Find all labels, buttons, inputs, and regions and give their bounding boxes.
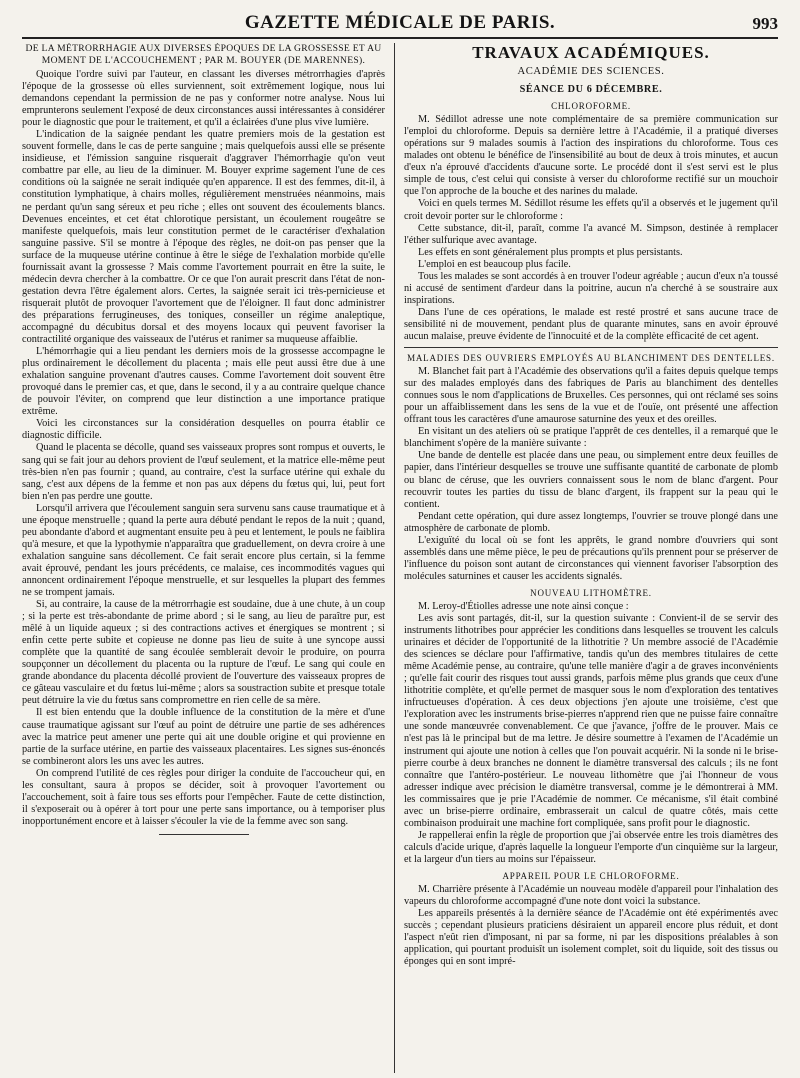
- topic-heading: APPAREIL POUR LE CHLOROFORME.: [502, 871, 680, 881]
- paragraph: Il est bien entendu que la double influence de la constitution de la mère et d'une cause traumatique agissant sur l'œuf au point de détruire une partie de ses adhérences avec la matrice peut amener une perte qui ait une double origine et qui provienne en partie de la surface utérine, en partie des vaisseaux placentaires. Les signes sus-énoncés se combineront alors les uns avec les autres.: [22, 707, 385, 767]
- paragraph: Lorsqu'il arrivera que l'écoulement sanguin sera survenu sans cause traumatique et à une époque menstruelle ; quand la perte aura débuté pendant le repos de la nuit ; quand, peu abondante d'abord et augmentant ensuite peu à peu et lentement, le pouls ne faiblira qu'à mesure, et que la lypothymie n'apparaîtra que graduellement, on devra croire à une exhalation sanguine sans décollement. Ce fait serait encore plus certain, si la femme avait éprouvé, pendant les jours précédents, ce malaise, ces incommodités vagues qui annoncent ordinairement l'époque menstruelle, et sur lesquelles la plupart des femmes ne se trompent jamais.: [22, 502, 385, 599]
- paragraph: Une bande de dentelle est placée dans une peau, ou simplement entre deux feuilles de papier, dans l'intérieur desquelles se trouve une suffisante quantité de carbonate de plomb ou blanc de céruse, que les ouvriers connaissent sous le nom de blanc d'argent. Pour recouvrir toutes les parties du tissu de blanc d'argent, ils frappent sur la peau qui le contient.: [404, 450, 778, 510]
- topic-heading: CHLOROFORME.: [551, 101, 631, 112]
- paragraph: Pendant cette opération, qui dure assez longtemps, l'ouvrier se trouve plongé dans une atmosphère de carbonate de plomb.: [404, 510, 778, 534]
- page-number: 993: [752, 14, 778, 33]
- paragraph: L'hémorrhagie qui a lieu pendant les derniers mois de la grossesse accompagne le plus ordinairement le décollement du placenta ; mais elle peut aussi être due à une exhalation sanguine provenant d'autres causes. Comme l'avortement doit souvent être provoqué dans le premier cas, et que, dans le second, il y a au contraire quelque chance de pouvoir l'éviter, on comprend que leur distinction a une importance pratique extrême.: [22, 346, 385, 418]
- article-title: DE LA MÉTRORRHAGIE AUX DIVERSES ÉPOQUES DE LA GROSSESSE ET AU MOMENT DE L'ACCOUCHEMENT ; PAR M. BOUYER (DE MARENNES).: [25, 43, 382, 66]
- running-header: [22, 12, 778, 39]
- paragraph: Les effets en sont généralement plus prompts et plus persistants.: [418, 246, 683, 258]
- section-title: TRAVAUX ACADÉMIQUES.: [472, 43, 710, 62]
- paragraph: L'emploi en est beaucoup plus facile.: [418, 258, 571, 270]
- divider: [404, 347, 778, 348]
- paragraph: L'exiguïté du local où se font les apprêts, le grand nombre d'ouvriers qui sont assemblés dans une même pièce, le peu de précautions qu'ils prennent pour se préserver de l'influence du poison sont autant de circonstances qui viennent favoriser l'absorption des molécules saturnines et causer les accidents signalés.: [404, 534, 778, 582]
- paragraph: Je rappellerai enfin la règle de proportion que j'ai observée entre les trois diamètres des calculs d'acide urique, d'après laquelle la longueur l'emporte d'un cinquième sur la largeur, et la largeur d'un tiers au moins sur l'épaisseur.: [404, 829, 778, 865]
- paragraph: M. Sédillot adresse une note complémentaire de sa première communication sur l'emploi du chloroforme. Depuis sa dernière lettre à l'Académie, il a pratiqué diverses opérations sur 9 malades soumis à l'action des inspirations du chloroforme. Tous ces malades ont obtenu le bénéfice de l'insensibilité au bout de deux à trois minutes, et aucun d'eux n'a éprouvé d'accidents d'aucune sorte. Le procédé dont il s'est servi est le plus simple de tous, c'est celui qui consiste à verser du chloroforme rectifié sur un mouchoir que l'on approche de la bouche et des narines du malade.: [404, 114, 778, 198]
- paragraph: Quoique l'ordre suivi par l'auteur, en classant les diverses métrorrhagies d'après l'époque de la grossesse où elles surviennent, soit extrêmement logique, nous lui demandons cependant la permission de ne pas y conformer notre analyse. Nous lui emprunterons seulement l'exposé de deux circonstances aussi intéressantes à considérer pour le diagnostic que pour le traitement, et qu'il a éclairées d'une plus vive lumière.: [22, 69, 385, 129]
- paragraph: M. Blanchet fait part à l'Académie des observations qu'il a faites depuis quelque temps sur des malades employés dans des fabriques de Paris au blanchiment des dentelles connues sous le nom d'applications de Bruxelles. Ces personnes, qui ont réclamé ses soins pour un affaiblissement dans les sens de la vue et de l'ouïe, ont présenté une affection offrant tous les caractères d'une amaurose saturnine des yeux et des oreilles.: [404, 366, 778, 426]
- paragraph: Voici les circonstances sur la considération desquelles on pourra établir ce diagnostic difficile.: [22, 418, 385, 442]
- paragraph: Quand le placenta se décolle, quand ses vaisseaux propres sont rompus et ouverts, le sang qui se fait jour au dehors provient de l'œuf seulement, et la matrice elle-même peut très-bien n'en pas fournir ; quand, au contraire, c'est la surface utérine qui exhale du sang, c'est aux dépens de la femme et non pas aux dépens du fœtus qui, lui, peut fort bien n'en pas perdre une goutte.: [22, 442, 385, 502]
- topic-heading: MALADIES DES OUVRIERS EMPLOYÉS AU BLANCHIMENT DES DENTELLES.: [407, 353, 775, 364]
- paragraph: Cette substance, dit-il, paraît, comme l'a avancé M. Simpson, destinée à remplacer l'éther sulfurique avec avantage.: [404, 222, 778, 246]
- paragraph: En visitant un des ateliers où se pratique l'apprêt de ces dentelles, il a remarqué que le blanchiment s'opère de la manière suivante :: [404, 426, 778, 450]
- paragraph: M. Charrière présente à l'Académie un nouveau modèle d'appareil pour l'inhalation des vapeurs du chloroforme accompagné d'une note dont voici la substance.: [404, 884, 778, 908]
- paragraph: Les appareils présentés à la dernière séance de l'Académie ont été expérimentés avec succès ; cependant plusieurs praticiens désiraient un appareil encore plus réduit, et dont l'aspect n'eût rien d'imposant, ni par sa forme, ni par les dispositions préalables à son application, qui pourtant produisît un isolement complet, soit du liquide, soit des tissus ou éponges qui en sont impré-: [404, 908, 778, 968]
- journal-title: GAZETTE MÉDICALE DE PARIS.: [244, 12, 556, 33]
- academy-name: ACADÉMIE DES SCIENCES.: [517, 66, 665, 77]
- paragraph: On comprend l'utilité de ces règles pour diriger la conduite de l'accoucheur qui, en les consultant, saura à propos se décider, soit à provoquer l'avortement ou l'accouchement, soit à faire tous ses efforts pour l'empêcher. Faute de cette distinction, il s'exposerait ou à opérer à tort pour une perte sans importance, ou à temporiser plus inopportunément encore et à laisser s'écouler la vie de la femme avec son sang.: [22, 767, 385, 827]
- paragraph: Voici en quels termes M. Sédillot résume les effets qu'il a observés et le jugement qu'il croit devoir porter sur le chloroforme :: [404, 198, 778, 222]
- end-rule: [159, 834, 249, 835]
- paragraph: Tous les malades se sont accordés à en trouver l'odeur agréable ; aucun d'eux n'a toussé ni accusé de sentiment d'ardeur dans la poitrine, aucun n'a cherché à se soustraire aux inspirations.: [404, 270, 778, 306]
- paragraph: L'indication de la saignée pendant les quatre premiers mois de la gestation est souvent formelle, dans le cas de perte sanguine ; mais quelquefois aussi elle se présente insidieuse, et l'émission sanguine risquerait d'aggraver l'hémorrhagie qu'on veut combattre par elle, au lieu de la diminuer. M. Bouyer exprime sagement l'une de ces conditions où la saignée ne serait indiquée qu'en apparence. Il est des femmes, dit-il, à constitution lymphatique, à chairs molles, régulièrement menstruées néanmoins, mais ne perdant qu'un sang séreux et peu riche ; elles ont souvent des écoulements blancs. Devenues enceintes, et cet état chlorotique persistant, un écoulement rougeâtre se manifeste quelquefois, mais leur constitution permet de le caractériser d'exhalation sanguine passive. S'il se montre à l'époque des règles, ne doit-on pas penser que la surface de la muqueuse utérine continue à être le siége de l'exhalation morbide qu'elle fournissait avant la grossesse ? Mais comme l'avortement pourrait en être la suite, le médecin devra chercher à la combattre. Or ce que l'on aurait prescrit dans l'état de non-gestation devra l'être également alors. Certes, la saignée serait ici très-pernicieuse et risquerait plutôt de provoquer l'avortement que de l'éloigner. Il faut donc administrer des préparations ferrugineuses, des toniques, conseiller un régime analeptique, accompagné du décubitus dorsal et des moyens locaux qui peuvent favoriser la contractilité organique des vaisseaux de l'utérus et ranimer sa muqueuse affaiblie.: [22, 129, 385, 346]
- columns: [22, 43, 778, 1073]
- topic-heading: NOUVEAU LITHOMÈTRE.: [530, 587, 652, 598]
- right-column: [394, 43, 778, 1073]
- session-date: SÉANCE DU 6 DÉCEMBRE.: [519, 84, 663, 96]
- left-column: [22, 43, 394, 1073]
- paragraph: Si, au contraire, la cause de la métrorrhagie est soudaine, due à une chute, à un coup ; si la perte est très-abondante de prime abord ; si le sang, au lieu de paraître pur, est mêlé à un liquide aqueux ; si des contractions actives et énergiques se montrent ; si enfin cette perte subite et copieuse ne donne pas lieu de suite à une syncope aussi complète que la quantité de sang écoulée semblerait devoir le produire, on pourra soupçonner un décollement du placenta ou la rupture de l'œuf. Le sang qui coule en grande abondance du placenta décollé provient de l'ouverture des vaisseaux propres de ce gâteau vasculaire et du fœtus lui-même ; alors sa soustraction subite et presque totale peut détruire la vie du fœtus sans compromettre en rien celle de sa mère.: [22, 599, 385, 707]
- paragraph: Dans l'une de ces opérations, le malade est resté prostré et sans aucune trace de sensibilité ni de mouvement, pendant plus de quarante minutes, sans en avoir éprouvé aucun malaise, preuve évidente de l'innocuité et de la complète efficacité de cet agent.: [404, 306, 778, 342]
- paragraph: M. Leroy-d'Étiolles adresse une note ainsi conçue :: [418, 600, 629, 612]
- paragraph: Les avis sont partagés, dit-il, sur la question suivante : Convient-il de se servir des instruments lithotribes pour apprécier les conditions dans lesquelles se trouvent les calculs urinaires et décider de l'opportunité de la lithotritie ? Un membre associé de l'Académie des sciences se déclare pour l'affirmative, tandis qu'un des membres titulaires de cette même Académie pense, au contraire, qu'une telle manière d'agir a de graves inconvénients ; qu'elle fait courir des risques tout aussi grands, parfois même plus grands que ceux d'une lithotritie complète, et qu'elle permet de masquer sous le nom d'exploration des tentatives infructueuses d'opération. À ces deux objections j'en ajoute une troisième, c'est que l'exploration avec les instruments brise-pierres n'apprend rien que ne puisse faire connaître une sonde manœuvrée convenablement. Ce que j'avance, j'offre de le prouver. Mais ce n'est pas là le principal but de ma lettre. Je désire soumettre à l'examen de l'Académie un instrument qui ajoute une notion à celles que l'on pouvait acquérir. Ni la sonde ni le brise-pierre courbe à deux branches ne donnent le diamètre transversal des calculs ; ils ne font connaître que l'antéro-postérieur. Le nouveau lithomètre que j'ai l'honneur de vous adresser indique avec précision le diamètre transversal, comme je le démontrerai à MM. les commissaires que je prie l'Académie de nommer. Ce mécanisme, s'il était combiné avec un brise-pierre ordinaire, embrasserait un calcul de quatre côtés, mais cette combinaison produirait une machine fort compliquée, sans profit pour le diagnostic.: [404, 613, 778, 829]
